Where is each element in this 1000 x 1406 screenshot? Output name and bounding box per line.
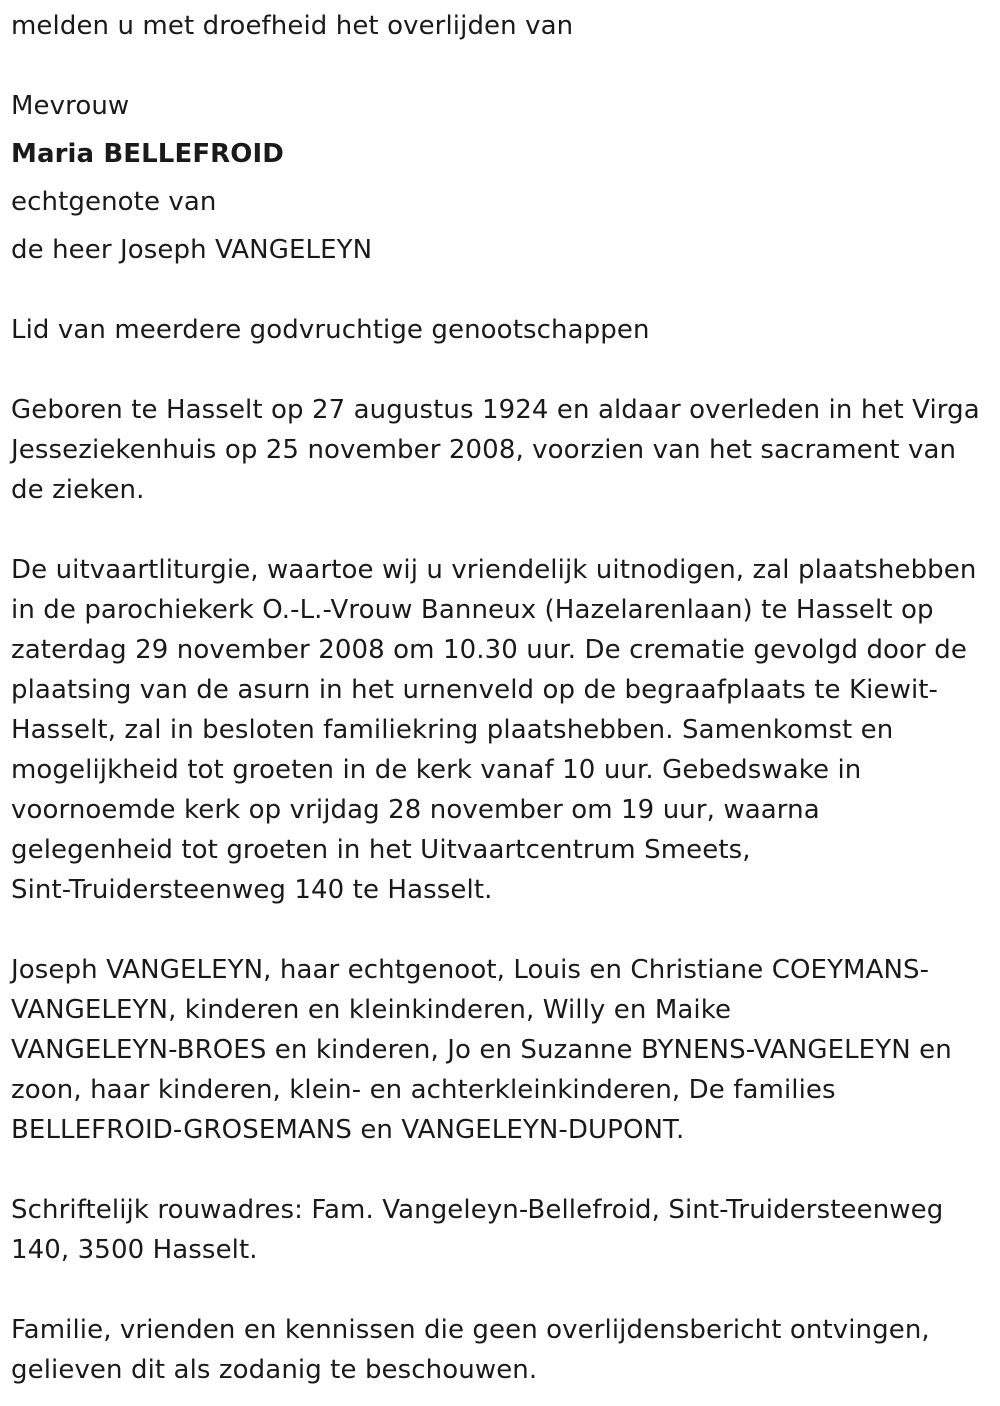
- paragraph-line: voornoemde kerk op vrijdag 28 november om 19 uur, waarna: [11, 795, 820, 825]
- paragraph-line: Jesseziekenhuis op 25 november 2008, voorzien van het sacrament van: [11, 435, 957, 465]
- paragraph-line: De uitvaartliturgie, waartoe wij u vriendelijk uitnodigen, zal plaatshebben: [11, 555, 977, 585]
- spacer: [11, 1150, 993, 1190]
- closing-paragraph: [11, 1310, 993, 1390]
- paragraph-line: BELLEFROID-GROSEMANS en VANGELEYN-DUPONT.: [11, 1115, 685, 1145]
- paragraph-line: Hasselt, zal in besloten familiekring plaatshebben. Samenkomst en: [11, 715, 894, 745]
- paragraph-line: Familie, vrienden en kennissen die geen overlijdensbericht ontvingen,: [11, 1315, 930, 1345]
- membership-text: Lid van meerdere godvruchtige genootschappen: [11, 315, 650, 345]
- paragraph-line: Joseph VANGELEYN, haar echtgenoot, Louis en Christiane COEYMANS-: [11, 955, 930, 985]
- funeral-paragraph: [11, 550, 993, 910]
- address-paragraph: [11, 1190, 993, 1270]
- spacer: [11, 510, 993, 550]
- paragraph-line: gelegenheid tot groeten in het Uitvaartcentrum Smeets,: [11, 835, 751, 865]
- paragraph-line: gelieven dit als zodanig te beschouwen.: [11, 1355, 538, 1385]
- paragraph-line: mogelijkheid tot groeten in de kerk vanaf 10 uur. Gebedswake in: [11, 755, 862, 785]
- family-paragraph: [11, 950, 993, 1150]
- spacer: [11, 910, 993, 950]
- deceased-name: Maria BELLEFROID: [11, 139, 284, 169]
- paragraph-line: Sint-Truidersteenweg 140 te Hasselt.: [11, 875, 493, 905]
- honorific: Mevrouw: [11, 91, 130, 121]
- paragraph-line: Geboren te Hasselt op 27 augustus 1924 en aldaar overleden in het Virga: [11, 395, 980, 425]
- intro-text: melden u met droefheid het overlijden van: [11, 11, 574, 41]
- paragraph-line: VANGELEYN, kinderen en kleinkinderen, Willy en Maike: [11, 995, 732, 1025]
- spouse-prefix: echtgenote van: [11, 187, 217, 217]
- paragraph-line: 140, 3500 Hasselt.: [11, 1235, 258, 1265]
- spacer: [11, 54, 993, 86]
- birth-death-paragraph: [11, 390, 993, 510]
- spacer: [11, 358, 993, 390]
- death-notice: [11, 6, 993, 1390]
- paragraph-line: de zieken.: [11, 475, 145, 505]
- paragraph-line: zaterdag 29 november 2008 om 10.30 uur. De crematie gevolgd door de: [11, 635, 967, 665]
- spouse-name: de heer Joseph VANGELEYN: [11, 235, 373, 265]
- paragraph-line: Schriftelijk rouwadres: Fam. Vangeleyn-Bellefroid, Sint-Truidersteenweg: [11, 1195, 944, 1225]
- spacer: [11, 278, 993, 310]
- paragraph-line: VANGELEYN-BROES en kinderen, Jo en Suzanne BYNENS-VANGELEYN en: [11, 1035, 952, 1065]
- paragraph-line: in de parochiekerk O.-L.-Vrouw Banneux (Hazelarenlaan) te Hasselt op: [11, 595, 934, 625]
- paragraph-line: plaatsing van de asurn in het urnenveld op de begraafplaats te Kiewit-: [11, 675, 939, 705]
- spacer: [11, 1270, 993, 1310]
- paragraph-line: zoon, haar kinderen, klein- en achterkleinkinderen, De families: [11, 1075, 836, 1105]
